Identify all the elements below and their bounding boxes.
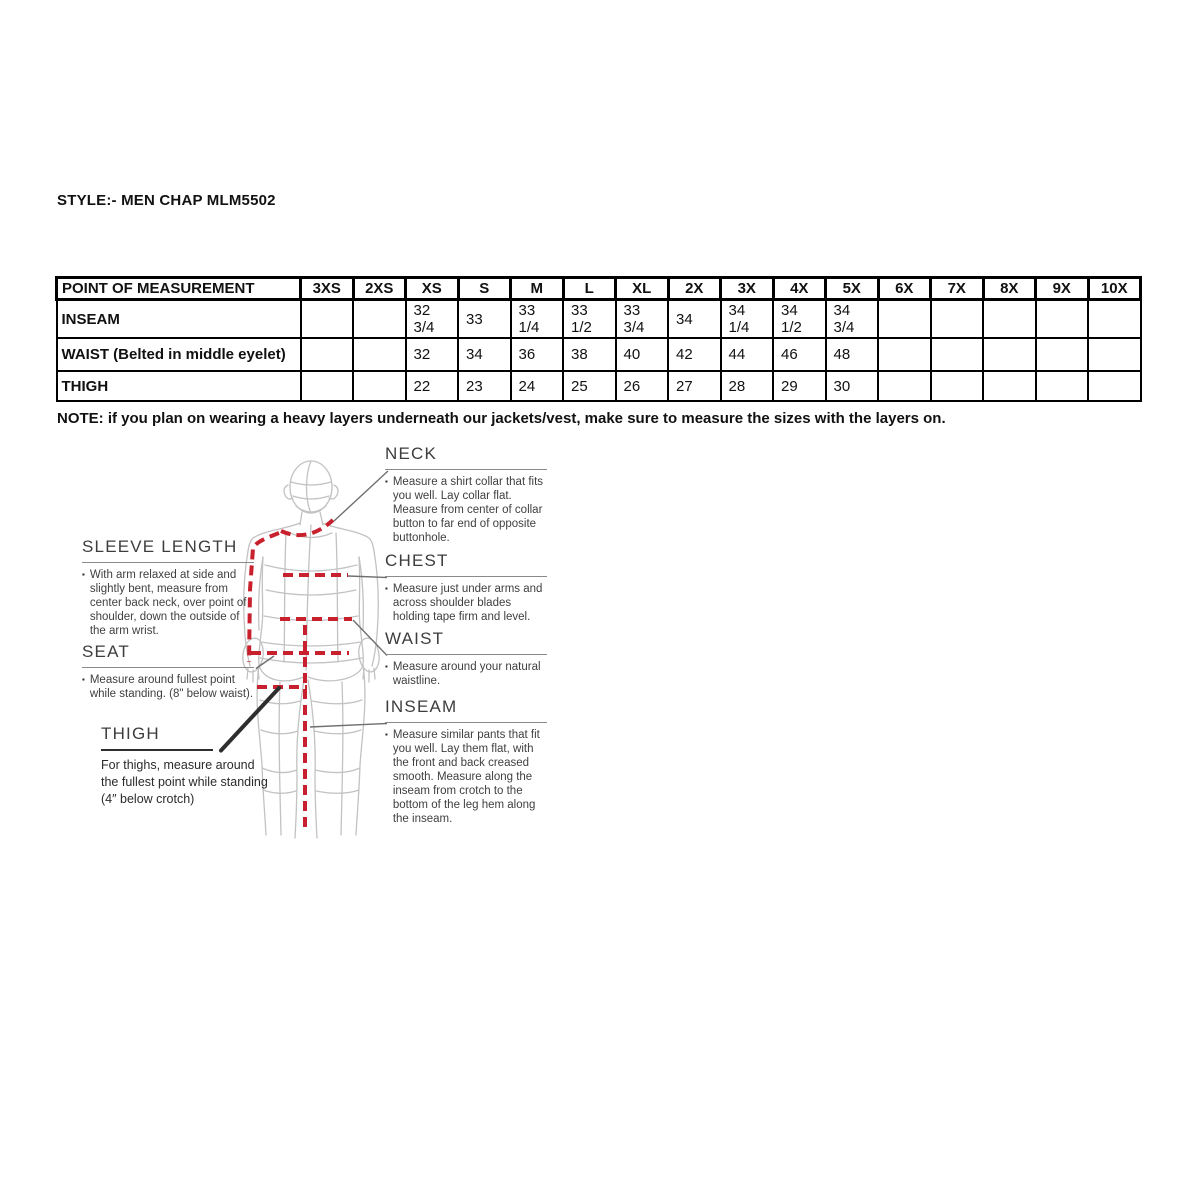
- guide-section-title: NECK: [385, 444, 547, 470]
- size-value-cell: 26: [616, 371, 669, 401]
- column-header-size: 5X: [826, 278, 879, 300]
- header-row: [57, 278, 1141, 300]
- size-value-cell: [353, 300, 406, 339]
- column-header-size: L: [563, 278, 616, 300]
- guide-section-inseam: [385, 697, 547, 826]
- size-value-cell: [983, 300, 1036, 339]
- size-value-cell: 29: [773, 371, 826, 401]
- guide-section-sleeve-length: [82, 537, 254, 638]
- column-header-size: XS: [406, 278, 459, 300]
- size-value-cell: [1036, 338, 1089, 371]
- column-header-label: POINT OF MEASUREMENT: [57, 278, 301, 300]
- size-value-cell: 34: [668, 300, 721, 339]
- size-value-cell: 25: [563, 371, 616, 401]
- chest-leader-line: [348, 576, 387, 578]
- size-value-cell: [878, 338, 931, 371]
- bullet-icon: ▪: [82, 570, 85, 579]
- guide-section-text: ▪ Measure around your natural waistline.: [385, 661, 541, 688]
- size-value-cell: [983, 371, 1036, 401]
- table-body: [57, 300, 1141, 402]
- size-value-cell: 33: [458, 300, 511, 339]
- bullet-icon: ▪: [385, 584, 388, 593]
- size-value-cell: 24: [511, 371, 564, 401]
- size-value-cell: 33 3/4: [616, 300, 669, 339]
- column-header-size: 4X: [773, 278, 826, 300]
- guide-section-waist: [385, 629, 547, 688]
- guide-section-text: ▪ Measure just under arms and across shoulder blades holding tape firm and level.: [385, 583, 543, 624]
- size-value-cell: [1036, 300, 1089, 339]
- size-value-cell: 33 1/4: [511, 300, 564, 339]
- guide-section-neck: [385, 444, 547, 545]
- page-title: STYLE:- MEN CHAP MLM5502: [57, 192, 276, 209]
- row-label: WAIST (Belted in middle eyelet): [57, 338, 301, 371]
- size-value-cell: [301, 338, 354, 371]
- size-value-cell: [878, 300, 931, 339]
- bullet-icon: ▪: [82, 675, 85, 684]
- size-value-cell: [1088, 300, 1141, 339]
- size-value-cell: [1088, 371, 1141, 401]
- size-value-cell: [931, 300, 984, 339]
- size-value-cell: 48: [826, 338, 879, 371]
- column-header-size: 6X: [878, 278, 931, 300]
- column-header-size: 2XS: [353, 278, 406, 300]
- size-value-cell: 32: [406, 338, 459, 371]
- size-value-cell: 36: [511, 338, 564, 371]
- note-text: NOTE: if you plan on wearing a heavy layers underneath our jackets/vest, make sure to measure the sizes with the layers on.: [57, 410, 946, 427]
- table-row: [57, 371, 1141, 401]
- guide-section-thigh: [101, 724, 271, 808]
- size-value-cell: [878, 371, 931, 401]
- guide-section-text: For thighs, measure around the fullest point while standing (4″ below crotch): [101, 758, 268, 806]
- bullet-icon: ▪: [385, 477, 388, 486]
- guide-section-title: THIGH: [101, 724, 213, 751]
- size-value-cell: 23: [458, 371, 511, 401]
- column-header-size: XL: [616, 278, 669, 300]
- size-value-cell: 32 3/4: [406, 300, 459, 339]
- guide-section-title: SLEEVE LENGTH: [82, 537, 254, 563]
- size-value-cell: 27: [668, 371, 721, 401]
- guide-section-title: INSEAM: [385, 697, 547, 723]
- size-value-cell: 30: [826, 371, 879, 401]
- waist-leader-line: [353, 620, 387, 656]
- size-value-cell: [301, 371, 354, 401]
- column-header-size: 8X: [983, 278, 1036, 300]
- table-row: [57, 300, 1141, 339]
- size-value-cell: 34 1/2: [773, 300, 826, 339]
- inseam-leader-line: [310, 724, 387, 728]
- column-header-size: 10X: [1088, 278, 1141, 300]
- guide-section-title: CHEST: [385, 551, 547, 577]
- size-value-cell: 46: [773, 338, 826, 371]
- size-value-cell: [353, 371, 406, 401]
- table-row: [57, 338, 1141, 371]
- column-header-size: M: [511, 278, 564, 300]
- size-value-cell: 28: [721, 371, 774, 401]
- neck-measure-line: [281, 520, 333, 535]
- row-label: INSEAM: [57, 300, 301, 339]
- size-value-cell: [931, 371, 984, 401]
- size-value-cell: 40: [616, 338, 669, 371]
- guide-section-title: WAIST: [385, 629, 547, 655]
- guide-section-text: ▪ Measure a shirt collar that fits you well. Lay collar flat. Measure from center of collar button to far end of opposite buttonhole.: [385, 476, 544, 545]
- column-header-size: 3X: [721, 278, 774, 300]
- column-header-size: 2X: [668, 278, 721, 300]
- size-value-cell: 42: [668, 338, 721, 371]
- row-label: THIGH: [57, 371, 301, 401]
- size-value-cell: [1036, 371, 1089, 401]
- bullet-icon: ▪: [385, 662, 388, 671]
- size-value-cell: 34: [458, 338, 511, 371]
- guide-section-text: ▪ Measure around fullest point while standing. (8" below waist).: [82, 674, 254, 701]
- bullet-icon: ▪: [385, 730, 388, 739]
- size-value-cell: [353, 338, 406, 371]
- column-header-size: 7X: [931, 278, 984, 300]
- size-value-cell: 38: [563, 338, 616, 371]
- neck-leader-line: [334, 471, 388, 521]
- column-header-size: 9X: [1036, 278, 1089, 300]
- guide-section-text: ▪ With arm relaxed at side and slightly bent, measure from center back neck, over point of shoulder, down the outside of the arm wrist.: [82, 569, 247, 638]
- guide-section-title: SEAT: [82, 642, 254, 668]
- size-value-cell: [931, 338, 984, 371]
- guide-section-text: ▪ Measure similar pants that fit you well. Lay them flat, with the front and back creased smooth. Measure along the inseam from crotch to the bottom of the leg hem along the inseam.: [385, 729, 540, 826]
- column-header-size: 3XS: [301, 278, 354, 300]
- size-value-cell: 33 1/2: [563, 300, 616, 339]
- size-value-cell: [983, 338, 1036, 371]
- guide-section-seat: [82, 642, 254, 701]
- size-value-cell: [1088, 338, 1141, 371]
- size-value-cell: 34 1/4: [721, 300, 774, 339]
- size-value-cell: [301, 300, 354, 339]
- size-value-cell: 44: [721, 338, 774, 371]
- size-value-cell: 22: [406, 371, 459, 401]
- size-value-cell: 34 3/4: [826, 300, 879, 339]
- size-chart-table: [55, 276, 1142, 402]
- column-header-size: S: [458, 278, 511, 300]
- guide-section-chest: [385, 551, 547, 624]
